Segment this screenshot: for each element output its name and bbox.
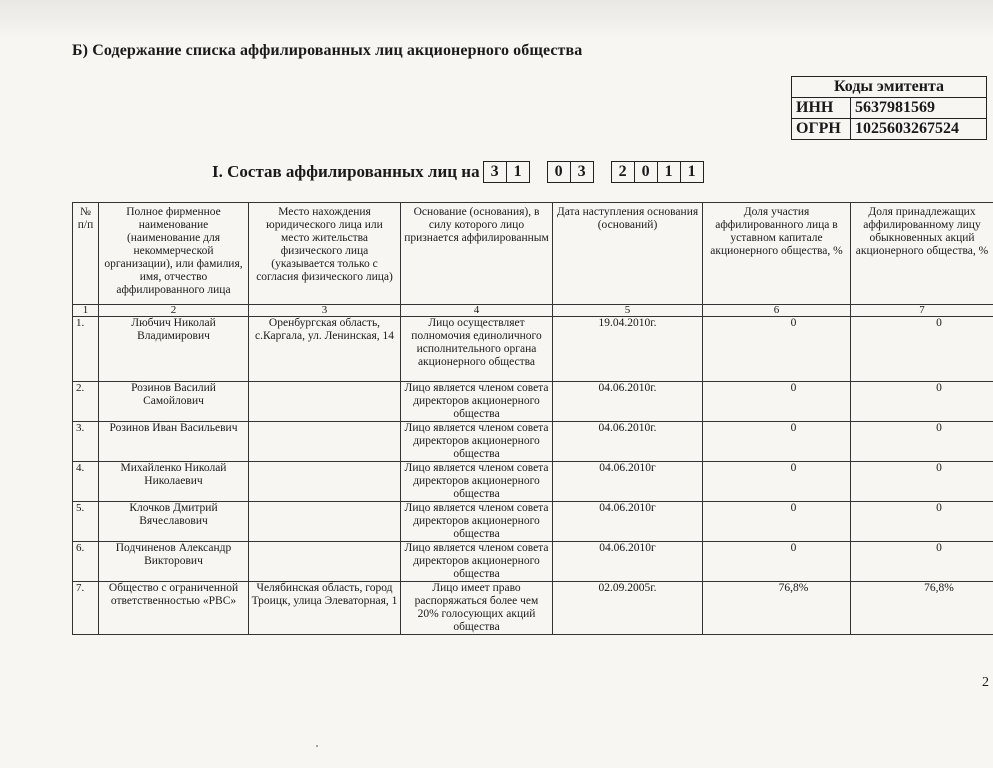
inn-value: 5637981569 xyxy=(851,98,987,119)
cell-share-stock: 0 xyxy=(851,422,993,462)
column-number-row xyxy=(73,305,993,317)
cell-location xyxy=(249,422,401,462)
table-row xyxy=(73,502,993,542)
cell-location: Челябинская область, город Троицк, улица Элеваторная, 1 xyxy=(249,582,401,635)
cell-share-stock: 76,8% xyxy=(851,582,993,635)
cell-num: 1. xyxy=(73,317,99,382)
cell-date: 04.06.2010г xyxy=(553,502,703,542)
column-number: 6 xyxy=(703,305,851,317)
cell-date: 04.06.2010г. xyxy=(553,422,703,462)
composition-heading xyxy=(212,160,704,184)
cell-name: Любчич Николай Владимирович xyxy=(99,317,249,382)
cell-basis: Лицо является членом совета директоров акционерного общества xyxy=(401,382,553,422)
cell-location xyxy=(249,502,401,542)
cell-location xyxy=(249,462,401,502)
cell-name: Розинов Василий Самойлович xyxy=(99,382,249,422)
cell-num: 5. xyxy=(73,502,99,542)
col-header-share-stock: Доля принадлежащих аффилированному лицу обыкновенных акций акционерного общества, % xyxy=(851,203,993,305)
table-row xyxy=(73,542,993,582)
date-digit: 0 xyxy=(547,161,571,183)
ogrn-label: ОГРН xyxy=(792,119,851,140)
cell-basis: Лицо является членом совета директоров акционерного общества xyxy=(401,462,553,502)
cell-basis: Лицо является членом совета директоров акционерного общества xyxy=(401,422,553,462)
cell-date: 04.06.2010г xyxy=(553,542,703,582)
date-digit: 1 xyxy=(506,161,530,183)
cell-num: 2. xyxy=(73,382,99,422)
cell-share-stock: 0 xyxy=(851,317,993,382)
cell-share-capital: 0 xyxy=(703,542,851,582)
column-number: 4 xyxy=(401,305,553,317)
column-number: 2 xyxy=(99,305,249,317)
column-number: 7 xyxy=(851,305,993,317)
cell-share-capital: 76,8% xyxy=(703,582,851,635)
col-header-location: Место нахождения юридического лица или место жительства физического лица (указывается только с согласия физического лица) xyxy=(249,203,401,305)
cell-basis: Лицо имеет право распоряжаться более чем 20% голосующих акций общества xyxy=(401,582,553,635)
date-year xyxy=(612,161,704,183)
cell-share-capital: 0 xyxy=(703,382,851,422)
date-digit: 3 xyxy=(570,161,594,183)
codes-header: Коды эмитента xyxy=(792,77,987,98)
cell-location xyxy=(249,542,401,582)
cell-basis: Лицо осуществляет полномочия единоличного исполнительного органа акционерного общества xyxy=(401,317,553,382)
table-row xyxy=(73,582,993,635)
col-header-date: Дата наступления основания (оснований) xyxy=(553,203,703,305)
cell-share-capital: 0 xyxy=(703,317,851,382)
col-header-share-capital: Доля участия аффилированного лица в уставном капитале акционерного общества, % xyxy=(703,203,851,305)
cell-location: Оренбургская область, с.Каргала, ул. Ленинская, 14 xyxy=(249,317,401,382)
col-header-basis: Основание (основания), в силу которого лицо признается аффилированным xyxy=(401,203,553,305)
cell-name: Клочков Дмитрий Вячеславович xyxy=(99,502,249,542)
cell-name: Общество с ограниченной ответственностью «РВС» xyxy=(99,582,249,635)
table-header-row xyxy=(73,203,993,305)
cell-basis: Лицо является членом совета директоров акционерного общества xyxy=(401,542,553,582)
cell-num: 3. xyxy=(73,422,99,462)
cell-num: 4. xyxy=(73,462,99,502)
cell-date: 02.09.2005г. xyxy=(553,582,703,635)
cell-num: 6. xyxy=(73,542,99,582)
cell-share-capital: 0 xyxy=(703,462,851,502)
col-header-num: № п/п xyxy=(73,203,99,305)
date-digit: 1 xyxy=(657,161,681,183)
cell-date: 04.06.2010г. xyxy=(553,382,703,422)
date-digit: 0 xyxy=(634,161,658,183)
table-row xyxy=(73,382,993,422)
cell-name: Подчиненов Александр Викторович xyxy=(99,542,249,582)
section-title: Б) Содержание списка аффилированных лиц акционерного общества xyxy=(72,42,583,59)
scan-shadow xyxy=(0,0,993,38)
inn-label: ИНН xyxy=(792,98,851,119)
column-number: 3 xyxy=(249,305,401,317)
date-digit: 3 xyxy=(483,161,507,183)
page-number: 2 xyxy=(982,675,989,690)
cell-basis: Лицо является членом совета директоров акционерного общества xyxy=(401,502,553,542)
cell-name: Михайленко Николай Николаевич xyxy=(99,462,249,502)
column-number: 1 xyxy=(73,305,99,317)
codes-row-ogrn xyxy=(792,119,987,140)
scan-speck xyxy=(316,745,318,747)
column-number: 5 xyxy=(553,305,703,317)
cell-share-capital: 0 xyxy=(703,502,851,542)
date-month xyxy=(548,161,594,183)
ogrn-value: 1025603267524 xyxy=(851,119,987,140)
cell-num: 7. xyxy=(73,582,99,635)
cell-share-stock: 0 xyxy=(851,382,993,422)
cell-location xyxy=(249,382,401,422)
date-digit: 1 xyxy=(680,161,704,183)
date-day xyxy=(484,161,530,183)
date-digit: 2 xyxy=(611,161,635,183)
col-header-name: Полное фирменное наименование (наименование для некоммерческой организации), или фамилия, имя, отчество аффилированного лица xyxy=(99,203,249,305)
cell-date: 19.04.2010г. xyxy=(553,317,703,382)
table-row xyxy=(73,422,993,462)
issuer-codes-table xyxy=(791,76,987,140)
cell-name: Розинов Иван Васильевич xyxy=(99,422,249,462)
codes-header-row xyxy=(792,77,987,98)
cell-share-capital: 0 xyxy=(703,422,851,462)
cell-share-stock: 0 xyxy=(851,502,993,542)
composition-title: I. Состав аффилированных лиц на xyxy=(212,162,480,181)
affiliates-table xyxy=(72,202,993,635)
cell-share-stock: 0 xyxy=(851,542,993,582)
table-row xyxy=(73,317,993,382)
codes-row-inn xyxy=(792,98,987,119)
table-row xyxy=(73,462,993,502)
cell-share-stock: 0 xyxy=(851,462,993,502)
cell-date: 04.06.2010г xyxy=(553,462,703,502)
